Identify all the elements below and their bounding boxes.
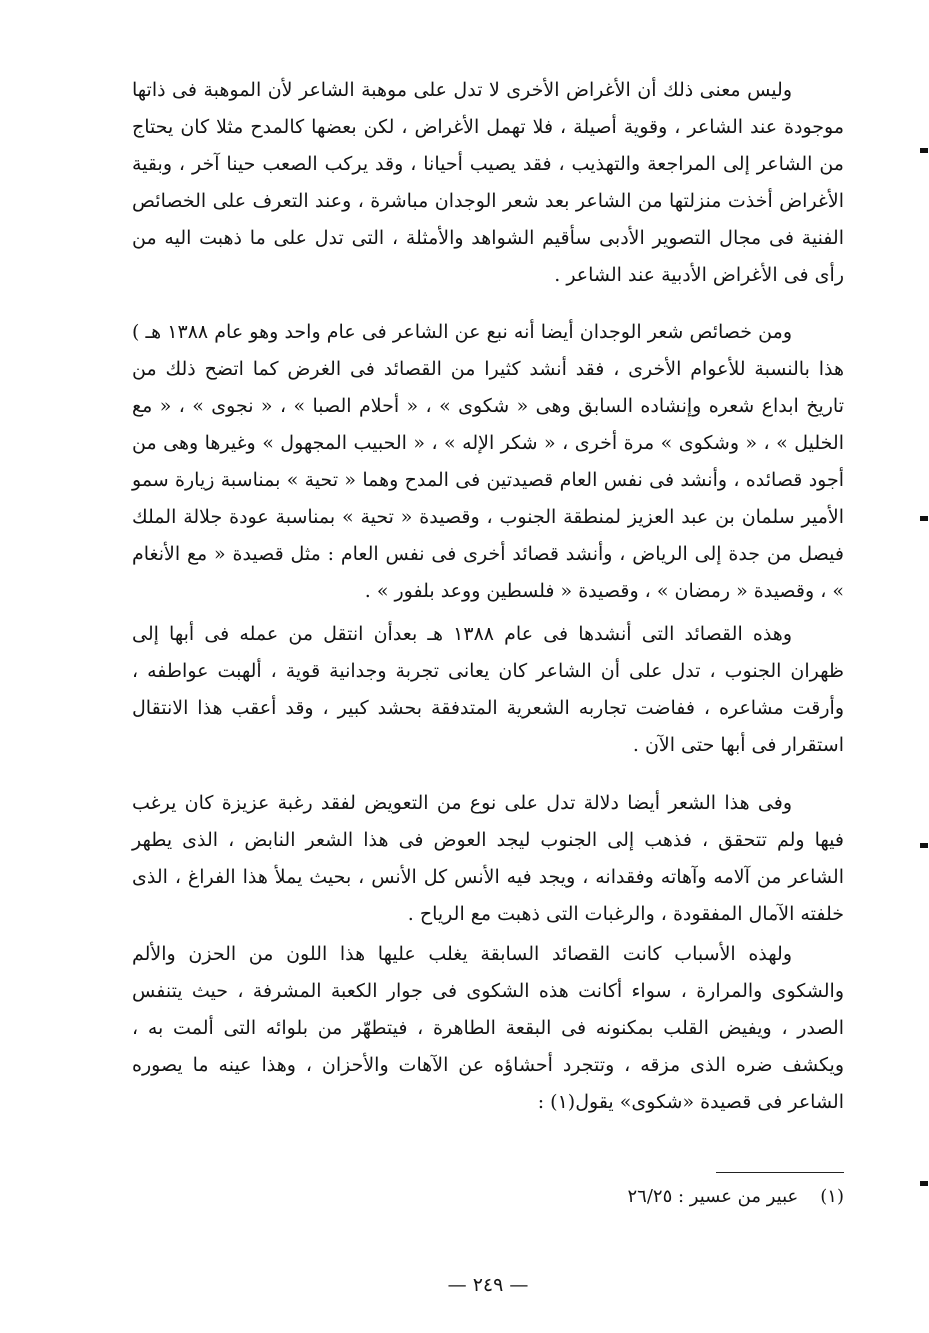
paragraph-1: وليس معنى ذلك أن الأغراض الأخرى لا تدل على موهبة الشاعر لأن الموهبة فى ذاتها موجودة عند الشاعر ، وقوية أصيلة ، فلا تهمل الأغراض ، لكن بعضها كالمدح مثلا كان يحتاج من الشاعر إلى المراجعة والتهذيب ، فقد يصيب أحيانا ، وقد يركب الصعب حينا آخر ، وبقية الأغراض أخذت منزلتها من الشاعر بعد شعر الوجدان مباشرة ، وعند التعرف على الخصائص الفنية فى مجال التصوير الأدبى سأقيم الشواهد والأمثلة ، التى تدل على ما ذهبت اليه من رأى فى الأغراض الأدبية عند الشاعر .	[132, 79, 844, 286]
page-number: — ٢٤٩ —	[447, 1274, 529, 1296]
footnote	[628, 1182, 844, 1212]
scan-margin-mark	[920, 516, 928, 521]
paragraph-4: وفى هذا الشعر أيضا دلالة تدل على نوع من التعويض لفقد رغبة عزيزة كان يرغب فيها ولم تتحقق ، فذهب إلى الجنوب ليجد العوض فى هذا الشعر النابض ، الذى يطهر الشاعر من آلامه وآهاته وفقدانه ، ويجد فيه الأنس كل الأنس ، بحيث يملأ هذا الفراغ ، الذى خلفته الآمال المفقودة ، والرغبات التى ذهبت مع الرياح .	[132, 792, 844, 925]
paragraph-5: ولهذه الأسباب كانت القصائد السابقة يغلب عليها هذا اللون من الحزن والألم والشكوى والمرارة ، سواء أكانت هذه الشكوى فى جوار الكعبة المشرفة ، حيث يتنفس الصدر ، ويفيض القلب بمكنونه فى البقعة الطاهرة ، فيتطهّر من بلوائه التى ألمت به ، ويكشف ضره الذى مزقه ، وتتجرد أحشاؤه عن الآهات والأحزان ، وهذا عينه ما يصوره الشاعر فى قصيدة «شكوى» يقول(١) :	[132, 943, 844, 1113]
footnote-number: (١)	[820, 1186, 844, 1207]
paragraph-2: ومن خصائص شعر الوجدان أيضا أنه نبع عن الشاعر فى عام واحد وهو عام ١٣٨٨ هـ ) هذا بالنسبة للأعوام الأخرى ، فقد أنشد كثيرا من القصائد فى الغرض كما اتضح ذلك من تاريخ ابداع شعره وإنشاده السابق وهى « شكوى » ، « أحلام الصبا » ، « نجوى » ، « مع الخليل » ، « وشكوى » مرة أخرى ، « شكر الإله » ، « الحبيب المجهول » وغيرها وهى من أجود قصائده ، وأنشد فى نفس العام قصيدتين فى المدح وهما « تحية » بمناسبة زيارة سمو الأمير سلمان بن عبد العزيز لمنطقة الجنوب ، وقصيدة « تحية » بمناسبة عودة جلالة الملك فيصل من جدة إلى الرياض ، وأنشد قصائد أخرى فى نفس العام : مثل قصيدة « مع الأنغام » ، وقصيدة « رمضان » ، وقصيدة « فلسطين ووعد بلفور » .	[132, 321, 844, 602]
scan-margin-mark	[920, 1181, 928, 1186]
scan-margin-mark	[920, 148, 928, 153]
paragraph-3: وهذه القصائد التى أنشدها فى عام ١٣٨٨ هـ بعدأن انتقل من عمله فى أبها إلى ظهران الجنوب ، تدل على أن الشاعر كان يعانى تجربة وجدانية قوية ، ألهبت عواطفه ، وأرقت مشاعره ، ففاضت تجاربه الشعرية المتدفقة بحشد كبير ، وقد أعقب هذا الانتقال استقرار فى أبها حتى الآن .	[132, 623, 844, 756]
book-page	[132, 72, 844, 1296]
scan-margin-mark	[920, 843, 928, 848]
footnote-separator	[716, 1172, 844, 1173]
footnote-text: عبير من عسير : ٢٦/٢٥	[627, 1186, 799, 1207]
